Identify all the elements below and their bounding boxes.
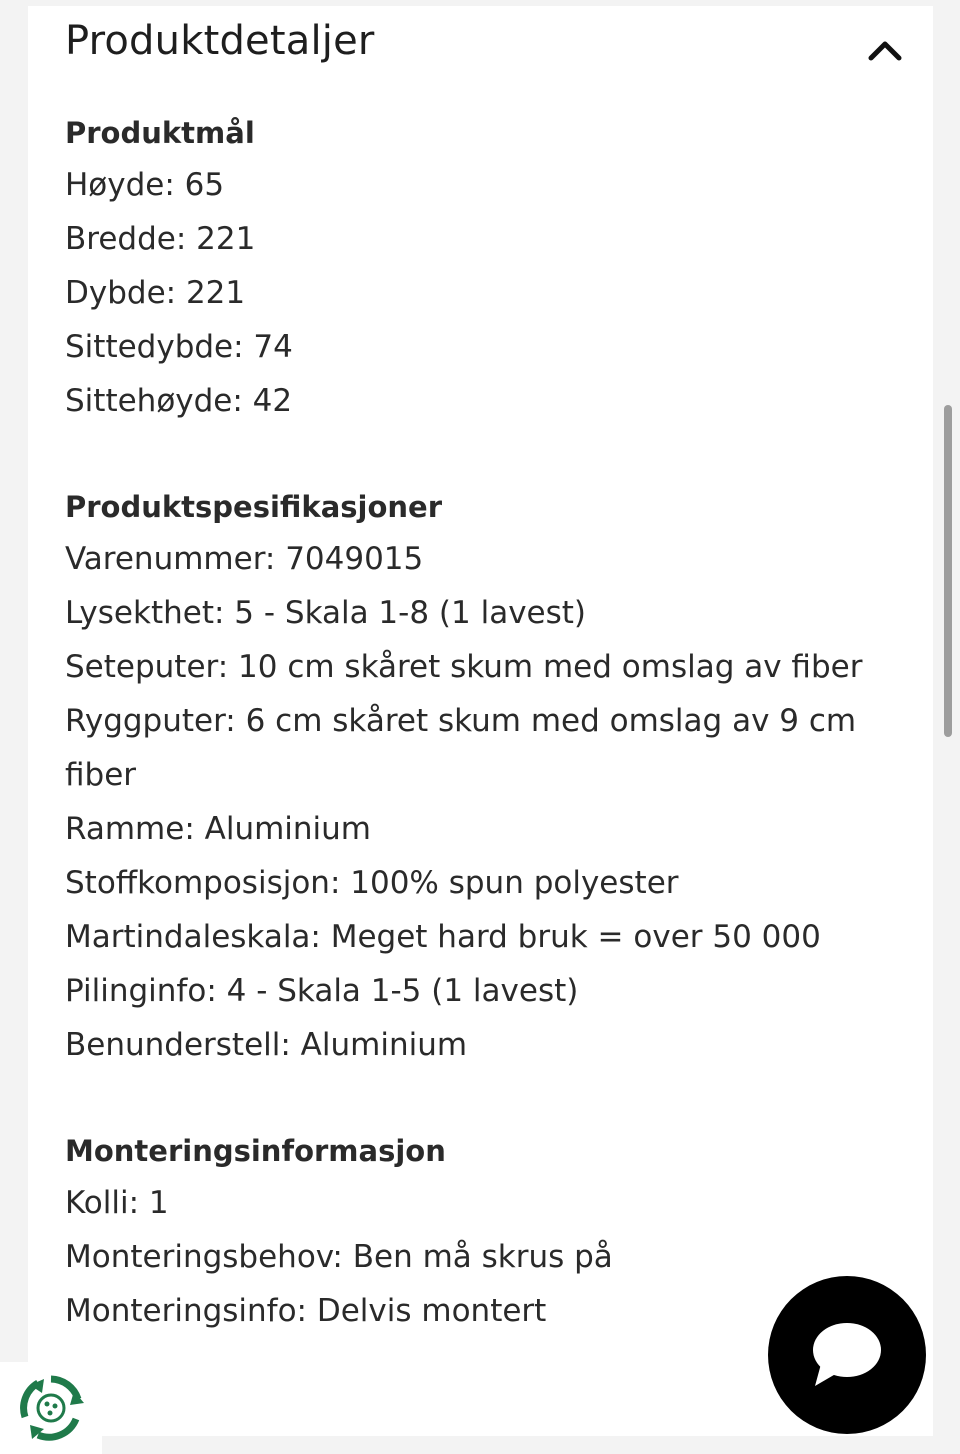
- spec-line: Ramme: Aluminium: [65, 811, 372, 847]
- eco-badge[interactable]: [0, 1362, 102, 1454]
- section-dimensions: [65, 108, 905, 428]
- accordion-header[interactable]: [65, 12, 905, 72]
- accordion-title: Produktdetaljer: [65, 18, 375, 64]
- section-title: Produktmål: [65, 116, 255, 150]
- spec-line: Lysekthet: 5 - Skala 1-8 (1 lavest): [65, 595, 587, 631]
- chevron-up-icon: [868, 39, 902, 61]
- spec-line: Seteputer: 10 cm skåret skum med omslag av fiber: [65, 649, 863, 685]
- spec-line: Varenummer: 7049015: [65, 541, 424, 577]
- spec-line: Monteringsbehov: Ben må skrus på: [65, 1239, 613, 1275]
- accordion-content: [65, 108, 905, 1392]
- spec-line: Kolli: 1: [65, 1185, 169, 1221]
- section-assembly: [65, 1126, 905, 1338]
- section-title: Monteringsinformasjon: [65, 1134, 446, 1168]
- chat-button[interactable]: [768, 1276, 926, 1434]
- spec-line: Dybde: 221: [65, 275, 246, 311]
- spec-line: Sittehøyde: 42: [65, 383, 293, 419]
- spec-line: Benunderstell: Aluminium: [65, 1027, 468, 1063]
- section-title: Produktspesifikasjoner: [65, 490, 443, 524]
- section-specifications: [65, 482, 905, 1072]
- spec-line: Martindaleskala: Meget hard bruk = over 50 000: [65, 919, 821, 955]
- recycle-icon: [16, 1373, 86, 1443]
- spec-line: Bredde: 221: [65, 221, 256, 257]
- spec-line: Stoffkomposisjon: 100% spun polyester: [65, 865, 679, 901]
- spec-line: Ryggputer: 6 cm skåret skum med omslag av 9 cm fiber: [65, 703, 866, 793]
- chat-bubble-icon: [809, 1320, 885, 1390]
- spec-line: Sittedybde: 74: [65, 329, 293, 365]
- spec-line: Høyde: 65: [65, 167, 225, 203]
- collapse-toggle[interactable]: [865, 30, 905, 70]
- spec-line: Monteringsinfo: Delvis montert: [65, 1293, 547, 1329]
- spec-line: Pilinginfo: 4 - Skala 1-5 (1 lavest): [65, 973, 579, 1009]
- scrollbar-thumb[interactable]: [944, 405, 952, 737]
- product-details-card: [28, 6, 933, 1436]
